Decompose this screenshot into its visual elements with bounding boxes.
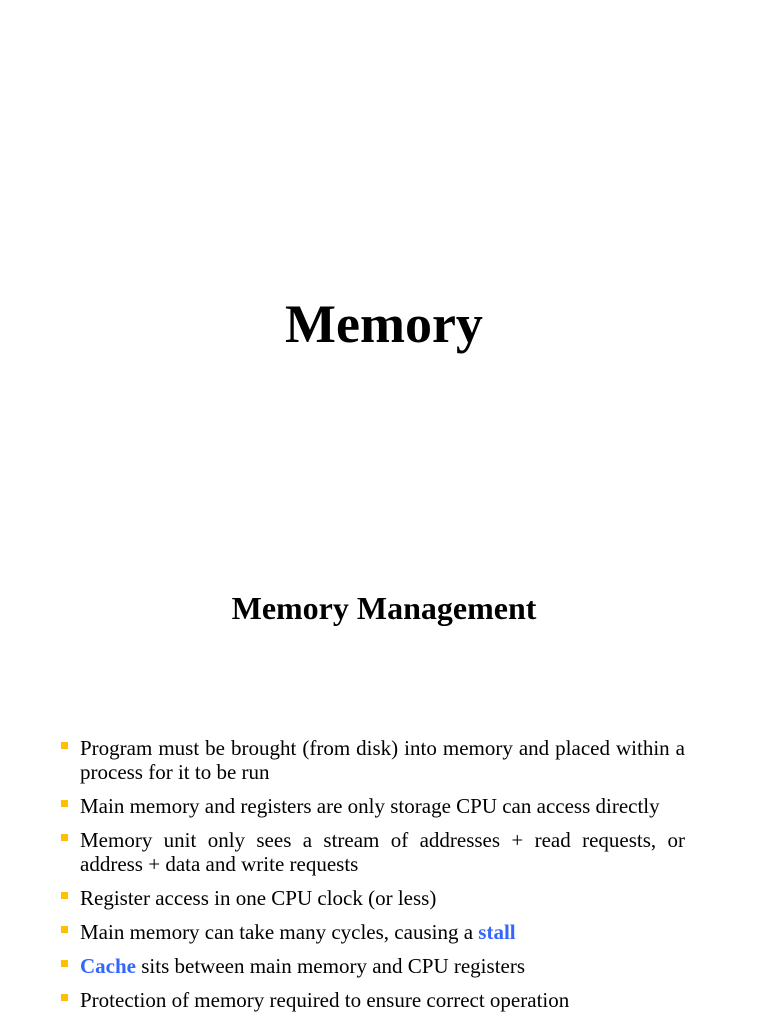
highlight-term: Cache xyxy=(80,954,136,978)
list-item-text: Protection of memory required to ensure correct operation xyxy=(80,988,570,1012)
bullet-list xyxy=(58,736,685,1022)
list-item xyxy=(58,988,685,1012)
list-item xyxy=(58,736,685,784)
page-title: Memory xyxy=(285,294,483,354)
square-bullet-icon xyxy=(61,742,68,749)
list-item-text: sits between main memory and CPU registers xyxy=(136,954,526,978)
list-item-text: Register access in one CPU clock (or less) xyxy=(80,886,437,910)
list-item-text: Main memory and registers are only storage CPU can access directly xyxy=(80,794,660,818)
square-bullet-icon xyxy=(61,926,68,933)
list-item-text: Program must be brought (from disk) into memory and placed within a process for it to be run xyxy=(80,736,685,784)
list-item xyxy=(58,828,685,876)
list-item xyxy=(58,886,685,910)
square-bullet-icon xyxy=(61,960,68,967)
square-bullet-icon xyxy=(61,994,68,1001)
list-item xyxy=(58,920,685,944)
list-item xyxy=(58,794,685,818)
list-item xyxy=(58,954,685,978)
square-bullet-icon xyxy=(61,834,68,841)
square-bullet-icon xyxy=(61,800,68,807)
square-bullet-icon xyxy=(61,892,68,899)
list-item-text: Memory unit only sees a stream of addresses + read requests, or address + data and write requests xyxy=(80,828,685,876)
highlight-term: stall xyxy=(478,920,516,944)
section-heading: Memory Management xyxy=(231,590,537,626)
list-item-text: Main memory can take many cycles, causing a xyxy=(80,920,479,944)
